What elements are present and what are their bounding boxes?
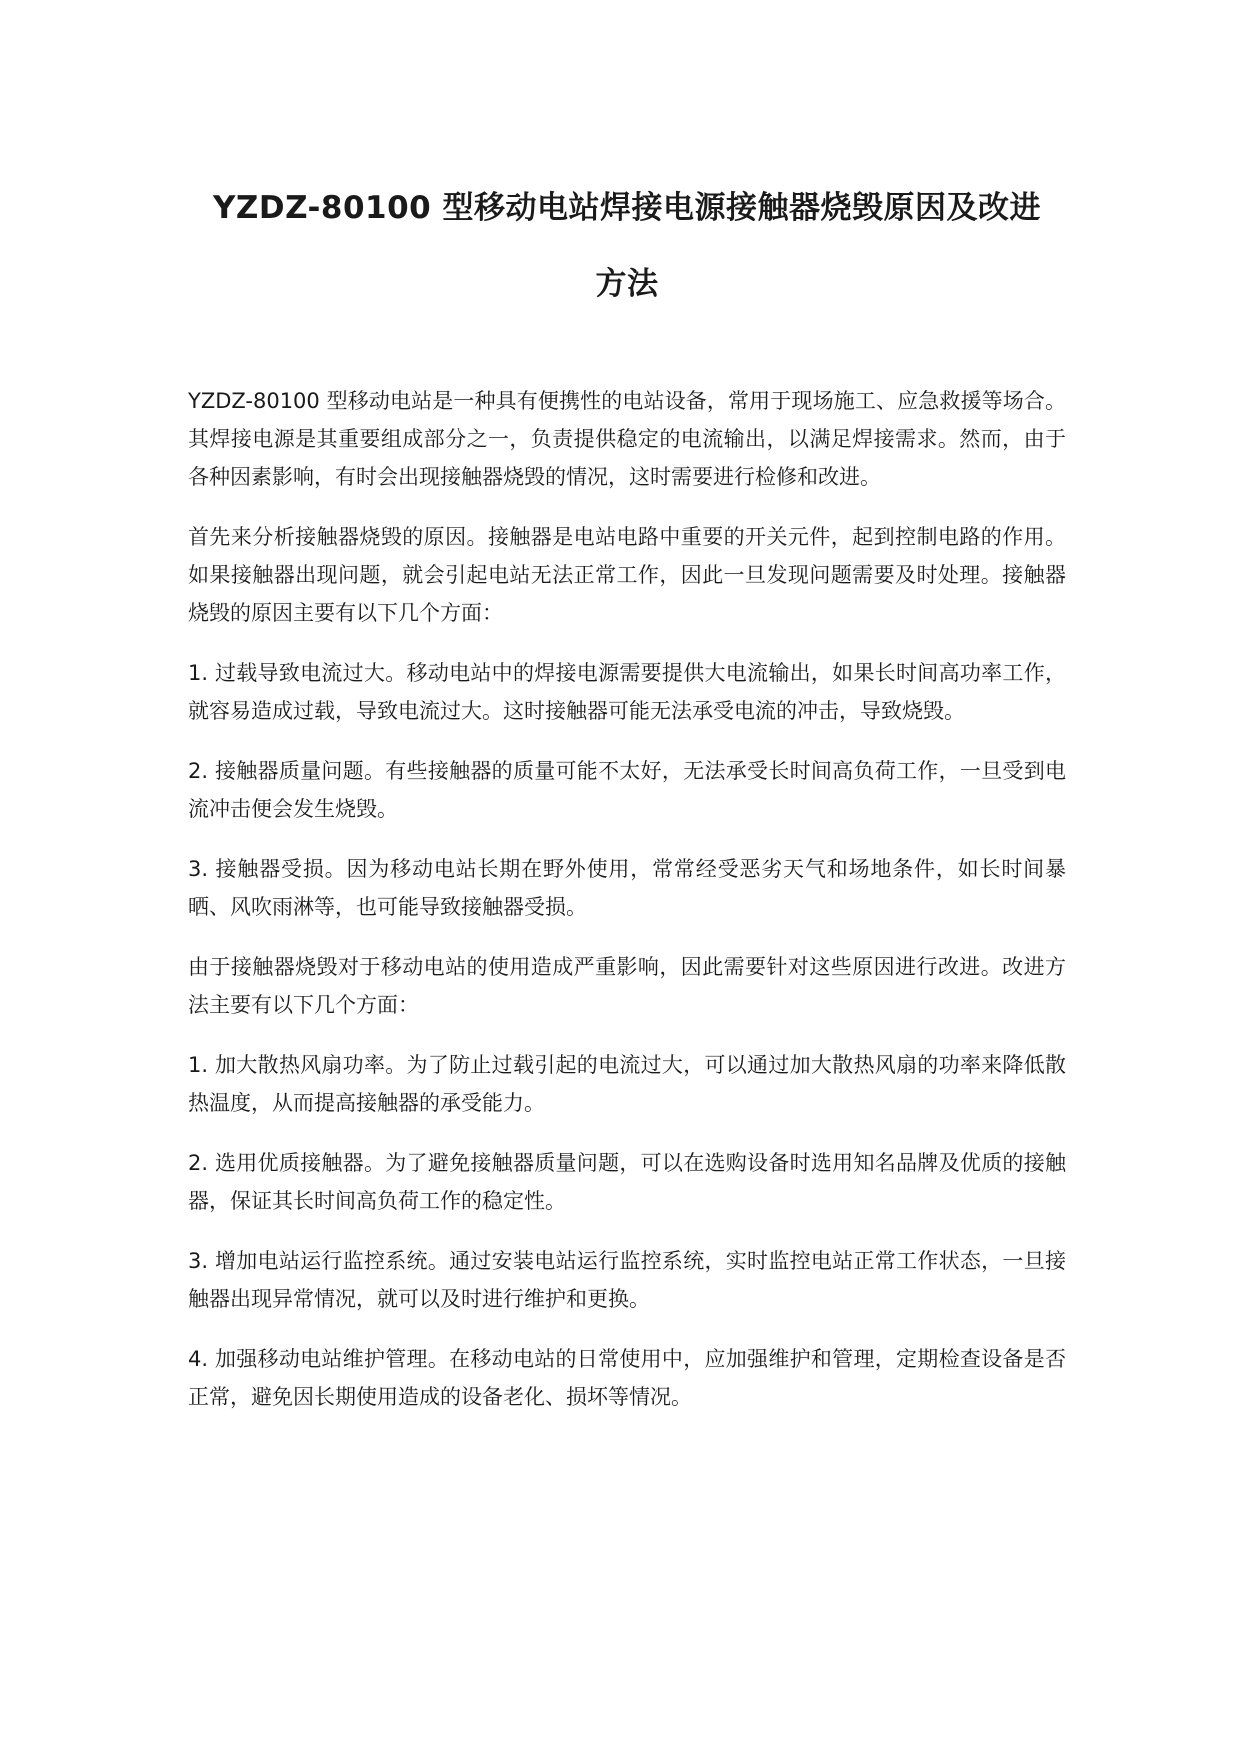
document-title bbox=[188, 170, 1066, 322]
title-line-1: YZDZ-80100 型移动电站焊接电源接触器烧毁原因及改进 bbox=[212, 190, 1042, 226]
intro-paragraph: YZDZ-80100 型移动电站是一种具有便携性的电站设备，常用于现场施工、应急救援等场合。其焊接电源是其重要组成部分之一，负责提供稳定的电流输出，以满足焊接需求。然而，由于各种因素影响，有时会出现接触器烧毁的情况，这时需要进行检修和改进。 bbox=[188, 389, 1066, 489]
cause-item-1: 1. 过载导致电流过大。移动电站中的焊接电源需要提供大电流输出，如果长时间高功率工作，就容易造成过载，导致电流过大。这时接触器可能无法承受电流的冲击，导致烧毁。 bbox=[188, 661, 1066, 723]
cause-item-2: 2. 接触器质量问题。有些接触器的质量可能不太好，无法承受长时间高负荷工作，一旦受到电流冲击便会发生烧毁。 bbox=[188, 759, 1066, 821]
improvement-intro-paragraph: 由于接触器烧毁对于移动电站的使用造成严重影响，因此需要针对这些原因进行改进。改进方法主要有以下几个方面： bbox=[188, 955, 1066, 1017]
improvement-item-4: 4. 加强移动电站维护管理。在移动电站的日常使用中，应加强维护和管理，定期检查设备是否正常，避免因长期使用造成的设备老化、损坏等情况。 bbox=[188, 1347, 1066, 1409]
improvement-item-3: 3. 增加电站运行监控系统。通过安装电站运行监控系统，实时监控电站正常工作状态，一旦接触器出现异常情况，就可以及时进行维护和更换。 bbox=[188, 1249, 1066, 1311]
improvement-item-2: 2. 选用优质接触器。为了避免接触器质量问题，可以在选购设备时选用知名品牌及优质的接触器，保证其长时间高负荷工作的稳定性。 bbox=[188, 1151, 1066, 1213]
title-line-2: 方法 bbox=[595, 266, 659, 302]
improvement-item-1: 1. 加大散热风扇功率。为了防止过载引起的电流过大，可以通过加大散热风扇的功率来降低散热温度，从而提高接触器的承受能力。 bbox=[188, 1053, 1066, 1115]
cause-item-3: 3. 接触器受损。因为移动电站长期在野外使用，常常经受恶劣天气和场地条件，如长时间暴晒、风吹雨淋等，也可能导致接触器受损。 bbox=[188, 857, 1066, 919]
cause-analysis-paragraph: 首先来分析接触器烧毁的原因。接触器是电站电路中重要的开关元件，起到控制电路的作用。如果接触器出现问题，就会引起电站无法正常工作，因此一旦发现问题需要及时处理。接触器烧毁的原因主要有以下几个方面： bbox=[188, 525, 1066, 625]
